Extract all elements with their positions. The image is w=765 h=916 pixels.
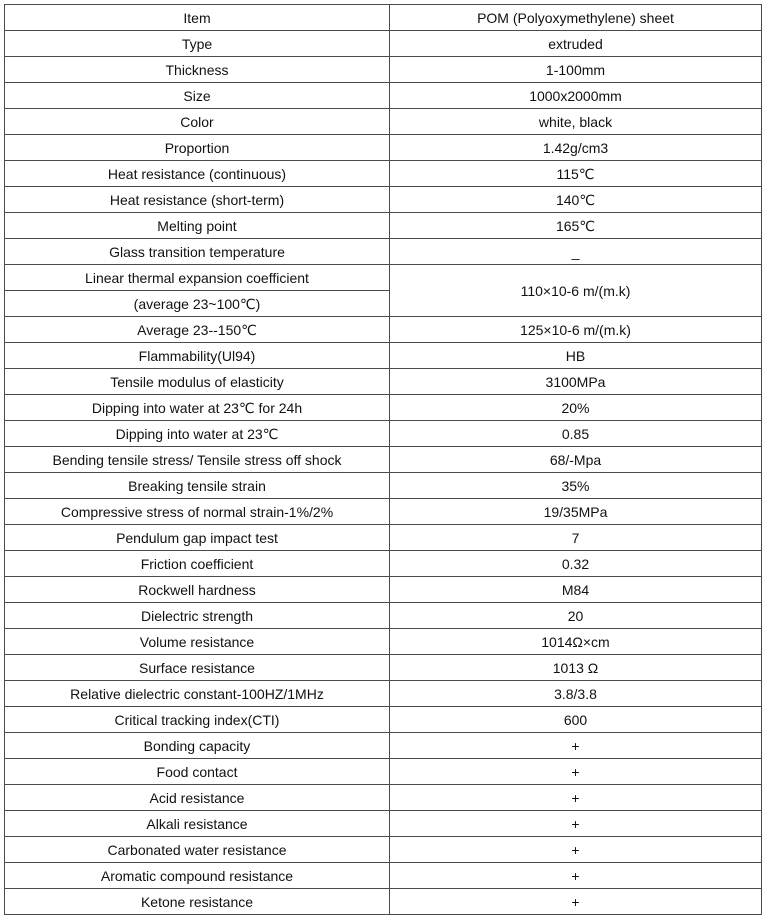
property-cell: Linear thermal expansion coefficient xyxy=(5,265,390,291)
value-cell: 0.32 xyxy=(390,551,762,577)
value-cell: + xyxy=(390,811,762,837)
property-cell: Dielectric strength xyxy=(5,603,390,629)
property-cell: Heat resistance (short-term) xyxy=(5,187,390,213)
property-cell: Flammability(Ul94) xyxy=(5,343,390,369)
value-cell: 35% xyxy=(390,473,762,499)
property-cell: Acid resistance xyxy=(5,785,390,811)
table-row xyxy=(5,5,762,31)
value-cell: 600 xyxy=(390,707,762,733)
value-cell: + xyxy=(390,863,762,889)
table-row xyxy=(5,265,762,291)
table-row xyxy=(5,603,762,629)
property-cell: Critical tracking index(CTI) xyxy=(5,707,390,733)
value-cell: + xyxy=(390,837,762,863)
value-cell: M84 xyxy=(390,577,762,603)
property-cell: Breaking tensile strain xyxy=(5,473,390,499)
table-row xyxy=(5,811,762,837)
property-cell: Item xyxy=(5,5,390,31)
value-cell: + xyxy=(390,759,762,785)
table-row xyxy=(5,499,762,525)
value-cell: 140℃ xyxy=(390,187,762,213)
value-cell: 115℃ xyxy=(390,161,762,187)
value-cell: 3100MPa xyxy=(390,369,762,395)
value-cell: 1-100mm xyxy=(390,57,762,83)
table-row xyxy=(5,187,762,213)
table-row xyxy=(5,577,762,603)
table-row xyxy=(5,837,762,863)
table-row xyxy=(5,135,762,161)
value-cell: 68/-Mpa xyxy=(390,447,762,473)
property-cell: Food contact xyxy=(5,759,390,785)
property-cell: Pendulum gap impact test xyxy=(5,525,390,551)
table-row xyxy=(5,889,762,915)
table-row xyxy=(5,759,762,785)
value-cell: POM (Polyoxymethylene) sheet xyxy=(390,5,762,31)
table-row xyxy=(5,629,762,655)
value-cell: 165℃ xyxy=(390,213,762,239)
pom-spec-table xyxy=(4,4,762,915)
property-cell: Surface resistance xyxy=(5,655,390,681)
table-row xyxy=(5,343,762,369)
spec-table-body xyxy=(5,5,762,915)
property-cell: Rockwell hardness xyxy=(5,577,390,603)
table-row xyxy=(5,109,762,135)
table-row xyxy=(5,239,762,265)
value-cell: 1014Ω×cm xyxy=(390,629,762,655)
table-row xyxy=(5,707,762,733)
table-row xyxy=(5,57,762,83)
table-row xyxy=(5,31,762,57)
value-cell: 110×10-6 m/(m.k) xyxy=(390,265,762,317)
value-cell: _ xyxy=(390,239,762,265)
property-cell: Alkali resistance xyxy=(5,811,390,837)
value-cell: white, black xyxy=(390,109,762,135)
property-cell: Ketone resistance xyxy=(5,889,390,915)
value-cell: 125×10-6 m/(m.k) xyxy=(390,317,762,343)
value-cell: 1000x2000mm xyxy=(390,83,762,109)
value-cell: 19/35MPa xyxy=(390,499,762,525)
table-row xyxy=(5,447,762,473)
property-cell: Proportion xyxy=(5,135,390,161)
table-row xyxy=(5,655,762,681)
property-cell: Tensile modulus of elasticity xyxy=(5,369,390,395)
value-cell: + xyxy=(390,889,762,915)
table-row xyxy=(5,863,762,889)
value-cell: + xyxy=(390,733,762,759)
value-cell: HB xyxy=(390,343,762,369)
table-row xyxy=(5,525,762,551)
table-row xyxy=(5,83,762,109)
value-cell: 1.42g/cm3 xyxy=(390,135,762,161)
property-cell: Glass transition temperature xyxy=(5,239,390,265)
property-cell: (average 23~100℃) xyxy=(5,291,390,317)
table-row xyxy=(5,369,762,395)
value-cell: 20% xyxy=(390,395,762,421)
value-cell: 3.8/3.8 xyxy=(390,681,762,707)
property-cell: Carbonated water resistance xyxy=(5,837,390,863)
table-row xyxy=(5,681,762,707)
property-cell: Relative dielectric constant-100HZ/1MHz xyxy=(5,681,390,707)
value-cell: + xyxy=(390,785,762,811)
property-cell: Melting point xyxy=(5,213,390,239)
property-cell: Compressive stress of normal strain-1%/2% xyxy=(5,499,390,525)
table-row xyxy=(5,213,762,239)
property-cell: Thickness xyxy=(5,57,390,83)
table-row xyxy=(5,317,762,343)
property-cell: Type xyxy=(5,31,390,57)
property-cell: Aromatic compound resistance xyxy=(5,863,390,889)
table-row xyxy=(5,395,762,421)
property-cell: Bonding capacity xyxy=(5,733,390,759)
value-cell: 20 xyxy=(390,603,762,629)
property-cell: Heat resistance (continuous) xyxy=(5,161,390,187)
property-cell: Average 23--150℃ xyxy=(5,317,390,343)
value-cell: 1013 Ω xyxy=(390,655,762,681)
value-cell: 7 xyxy=(390,525,762,551)
property-cell: Friction coefficient xyxy=(5,551,390,577)
property-cell: Color xyxy=(5,109,390,135)
table-row xyxy=(5,161,762,187)
table-row xyxy=(5,733,762,759)
property-cell: Dipping into water at 23℃ for 24h xyxy=(5,395,390,421)
property-cell: Volume resistance xyxy=(5,629,390,655)
table-row xyxy=(5,551,762,577)
property-cell: Dipping into water at 23℃ xyxy=(5,421,390,447)
table-row xyxy=(5,785,762,811)
table-row xyxy=(5,421,762,447)
property-cell: Size xyxy=(5,83,390,109)
value-cell: extruded xyxy=(390,31,762,57)
property-cell: Bending tensile stress/ Tensile stress off shock xyxy=(5,447,390,473)
value-cell: 0.85 xyxy=(390,421,762,447)
table-row xyxy=(5,473,762,499)
